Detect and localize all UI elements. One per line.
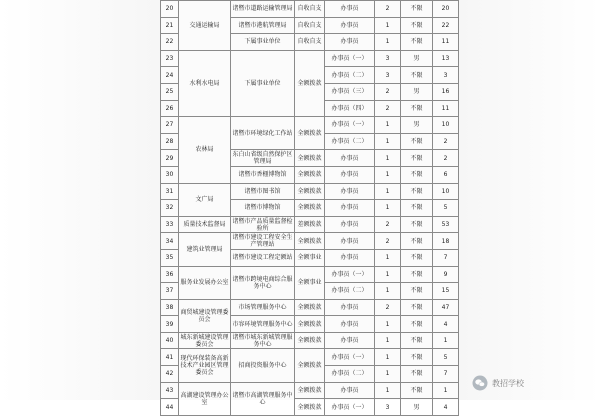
cell-post: 办事员（三）	[325, 83, 375, 100]
cell-total: 11	[433, 34, 459, 51]
cell-fund: 全额拨款	[295, 316, 325, 333]
cell-post: 办事员（一）	[325, 50, 375, 67]
cell-unit: 诸暨市高湖管理服务中心	[231, 382, 295, 415]
cell-total: 47	[433, 299, 459, 316]
cell-post: 办事员	[325, 183, 375, 200]
cell-sex: 不限	[401, 249, 433, 266]
cell-fund: 全额拨款	[295, 233, 325, 250]
cell-post: 办事员	[325, 1, 375, 18]
cell-n: 29	[161, 150, 179, 167]
cell-post: 办事员（一）	[325, 266, 375, 283]
cell-count: 3	[375, 50, 401, 67]
cell-sex: 男	[401, 399, 433, 416]
cell-dept: 服务业发展办公室	[179, 266, 231, 299]
table-row	[161, 1, 459, 18]
cell-total: 3	[433, 67, 459, 84]
cell-sex: 男	[401, 83, 433, 100]
table-row	[161, 50, 459, 67]
cell-post: 办事员	[325, 216, 375, 233]
cell-n: 43	[161, 382, 179, 399]
cell-fund: 全额拨款	[295, 50, 325, 116]
cell-fund: 全额事业	[295, 249, 325, 266]
cell-post: 办事员	[325, 332, 375, 349]
cell-n: 33	[161, 216, 179, 233]
cell-sex: 不限	[401, 133, 433, 150]
cell-count: 1	[375, 117, 401, 134]
cell-fund: 全额拨款	[295, 150, 325, 167]
cell-unit: 诸暨市环境绿化工作站	[231, 117, 295, 150]
cell-count: 3	[375, 399, 401, 416]
cell-sex: 不限	[401, 233, 433, 250]
cell-dept: 建筑业管理局	[179, 233, 231, 266]
cell-n: 34	[161, 233, 179, 250]
cell-n: 25	[161, 83, 179, 100]
cell-count: 1	[375, 200, 401, 217]
cell-count: 1	[375, 349, 401, 366]
cell-sex: 不限	[401, 299, 433, 316]
cell-dept: 文广局	[179, 183, 231, 216]
cell-total: 53	[433, 216, 459, 233]
table-body	[161, 1, 459, 416]
cell-count: 1	[375, 316, 401, 333]
cell-post: 办事员（一）	[325, 117, 375, 134]
cell-unit: 下属事业单位	[231, 34, 295, 51]
cell-total: 22	[433, 17, 459, 34]
cell-count: 1	[375, 133, 401, 150]
cell-n: 22	[161, 34, 179, 51]
cell-total: 10	[433, 117, 459, 134]
cell-total: 5	[433, 349, 459, 366]
cell-count: 2	[375, 233, 401, 250]
cell-total: 10	[433, 183, 459, 200]
cell-fund: 全额拨款	[295, 382, 325, 399]
cell-unit: 市容环境管理服务中心	[231, 316, 295, 333]
table-row	[161, 183, 459, 200]
cell-dept: 商贸城建设管理委员会	[179, 299, 231, 332]
cell-dept: 交通运输局	[179, 1, 231, 51]
watermark-text: 教招学校	[492, 378, 524, 388]
cell-n: 39	[161, 316, 179, 333]
page-margin-right	[458, 0, 600, 400]
table-row	[161, 382, 459, 399]
cell-sex: 不限	[401, 316, 433, 333]
cell-unit: 诸暨市图书馆	[231, 183, 295, 200]
cell-count: 2	[375, 83, 401, 100]
cell-unit: 诸暨市香榧博物馆	[231, 166, 295, 183]
cell-n: 26	[161, 100, 179, 117]
cell-dept: 现代环保装备高新技术产业园区管理委员会	[179, 349, 231, 382]
table-row	[161, 266, 459, 283]
cell-post: 办事员	[325, 150, 375, 167]
cell-n: 42	[161, 366, 179, 383]
cell-sex: 男	[401, 50, 433, 67]
cell-fund: 自收自支	[295, 34, 325, 51]
cell-sex: 不限	[401, 183, 433, 200]
cell-total: 15	[433, 283, 459, 300]
cell-unit: 诸暨市城东新城管理服务中心	[232, 333, 293, 348]
cell-count: 3	[375, 67, 401, 84]
cell-n: 36	[161, 266, 179, 283]
cell-n: 21	[161, 17, 179, 34]
cell-count: 1	[375, 34, 401, 51]
cell-count: 1	[375, 249, 401, 266]
cell-unit: 市场管理服务中心	[231, 299, 295, 316]
cell-dept: 质量技术监督局	[179, 216, 231, 233]
cell-count: 2	[375, 216, 401, 233]
cell-post: 办事员（一）	[325, 399, 375, 416]
cell-post: 办事员	[325, 17, 375, 34]
table-row	[161, 332, 459, 349]
cell-unit: 东白山省级自然保护区管理局	[232, 151, 293, 166]
cell-fund: 全额拨款	[295, 349, 325, 382]
cell-dept: 城东新城建设管理委员会	[180, 333, 229, 348]
cell-count: 1	[375, 332, 401, 349]
cell-post: 办事员	[325, 382, 375, 399]
wechat-icon	[472, 375, 488, 391]
cell-sex: 不限	[401, 283, 433, 300]
cell-sex: 男	[401, 117, 433, 134]
cell-n: 20	[161, 1, 179, 18]
cell-count: 2	[375, 299, 401, 316]
cell-count: 1	[375, 266, 401, 283]
cell-fund: 全额拨款	[295, 117, 325, 150]
cell-sex: 不限	[401, 34, 433, 51]
watermark	[472, 374, 524, 392]
cell-total: 7	[433, 366, 459, 383]
cell-sex: 不限	[401, 17, 433, 34]
cell-sex: 不限	[401, 366, 433, 383]
page-margin-left	[0, 0, 160, 400]
cell-total: 18	[433, 233, 459, 250]
cell-count: 1	[375, 183, 401, 200]
cell-count: 1	[375, 283, 401, 300]
cell-unit: 诸暨市港航管理局	[231, 17, 295, 34]
cell-count: 1	[375, 366, 401, 383]
cell-fund: 全额拨款	[295, 183, 325, 200]
cell-fund: 全额事业	[295, 266, 325, 299]
cell-n: 28	[161, 133, 179, 150]
cell-post: 办事员（一）	[325, 349, 375, 366]
cell-sex: 不限	[401, 100, 433, 117]
cell-dept: 水利水电局	[179, 50, 231, 116]
cell-fund: 差额拨款	[295, 216, 325, 233]
table-row	[161, 233, 459, 250]
cell-unit: 招商投资服务中心	[231, 349, 295, 382]
table-row	[161, 349, 459, 366]
cell-n: 44	[161, 399, 179, 416]
cell-count: 1	[375, 382, 401, 399]
cell-post: 办事员	[325, 233, 375, 250]
cell-post: 办事员（二）	[325, 67, 375, 84]
cell-post: 办事员	[325, 249, 375, 266]
cell-count: 2	[375, 1, 401, 18]
cell-total: 1	[433, 332, 459, 349]
cell-n: 30	[161, 166, 179, 183]
cell-sex: 不限	[401, 200, 433, 217]
cell-post: 办事员	[325, 316, 375, 333]
cell-unit: 诸暨市博物馆	[231, 200, 295, 217]
cell-sex: 不限	[401, 1, 433, 18]
cell-total: 11	[433, 100, 459, 117]
cell-count: 2	[375, 100, 401, 117]
cell-n: 27	[161, 117, 179, 134]
cell-fund: 自收自支	[295, 17, 325, 34]
cell-fund: 全额拨款	[295, 332, 325, 349]
cell-sex: 不限	[401, 332, 433, 349]
table-row	[161, 117, 459, 134]
cell-post: 办事员	[325, 200, 375, 217]
table-row	[161, 216, 459, 233]
cell-sex: 不限	[401, 382, 433, 399]
cell-total: 5	[433, 200, 459, 217]
cell-dept: 农林局	[179, 117, 231, 183]
cell-total: 1	[433, 382, 459, 399]
recruitment-table	[160, 0, 459, 416]
cell-total: 9	[433, 266, 459, 283]
cell-sex: 不限	[401, 150, 433, 167]
cell-unit: 诸暨市建设工程定额站	[231, 249, 295, 266]
cell-unit: 诸暨市跨境电商综合服务中心	[231, 266, 295, 299]
cell-sex: 不限	[401, 67, 433, 84]
cell-post: 办事员（二）	[325, 133, 375, 150]
cell-unit: 诸暨市道路运输管理局	[231, 1, 295, 18]
cell-total: 4	[433, 316, 459, 333]
cell-n: 40	[161, 332, 179, 349]
cell-sex: 不限	[401, 166, 433, 183]
cell-n: 37	[161, 283, 179, 300]
cell-post: 办事员（二）	[325, 283, 375, 300]
cell-fund: 自收自支	[295, 1, 325, 18]
cell-unit: 下属事业单位	[231, 50, 295, 116]
cell-post: 办事员	[325, 299, 375, 316]
cell-n: 35	[161, 249, 179, 266]
cell-fund: 全额拨款	[295, 200, 325, 217]
cell-n: 31	[161, 183, 179, 200]
cell-post: 办事员（四）	[325, 100, 375, 117]
cell-total: 13	[433, 50, 459, 67]
cell-sex: 不限	[401, 266, 433, 283]
cell-total: 7	[433, 249, 459, 266]
cell-count: 1	[375, 166, 401, 183]
cell-unit: 诸暨市产品质量监督检验所	[232, 217, 293, 232]
table-row	[161, 299, 459, 316]
cell-n: 38	[161, 299, 179, 316]
cell-fund: 全额拨款	[295, 399, 325, 416]
cell-count: 1	[375, 150, 401, 167]
cell-sex: 不限	[401, 349, 433, 366]
cell-dept: 高湖建设管理办公室	[179, 382, 231, 415]
cell-total: 2	[433, 133, 459, 150]
cell-n: 24	[161, 67, 179, 84]
cell-n: 23	[161, 50, 179, 67]
cell-count: 1	[375, 17, 401, 34]
cell-post: 办事员	[325, 166, 375, 183]
cell-post: 办事员（二）	[325, 366, 375, 383]
cell-total: 4	[433, 399, 459, 416]
cell-unit: 诸暨市建设工程安全生产管理站	[232, 234, 293, 249]
cell-n: 32	[161, 200, 179, 217]
cell-sex: 不限	[401, 216, 433, 233]
cell-total: 20	[433, 1, 459, 18]
cell-total: 6	[433, 166, 459, 183]
cell-fund: 全额拨款	[295, 299, 325, 316]
cell-n: 41	[161, 349, 179, 366]
cell-post: 办事员	[325, 34, 375, 51]
cell-fund: 全额拨款	[295, 166, 325, 183]
cell-total: 16	[433, 83, 459, 100]
cell-total: 2	[433, 150, 459, 167]
